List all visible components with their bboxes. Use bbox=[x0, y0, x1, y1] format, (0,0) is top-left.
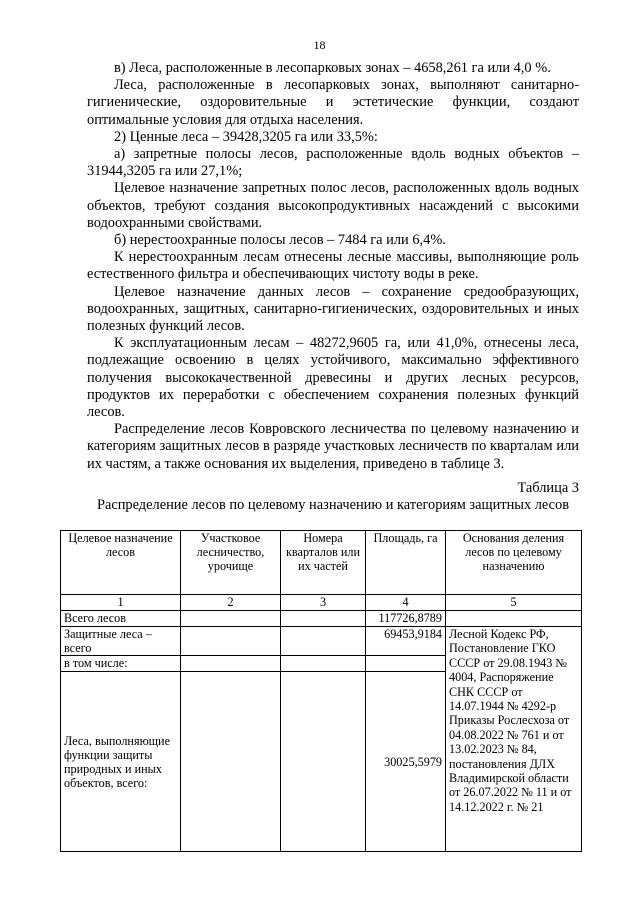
body-text bbox=[87, 60, 579, 473]
row-area: 30025,5979 bbox=[366, 672, 446, 852]
row-name: Всего лесов bbox=[61, 611, 181, 627]
paragraph: Леса, расположенные в лесопарковых зонах, выполняют санитарно-гигиенические, оздоровительные и эстетические функции, создают оптимальные условия для отдыха населения. bbox=[87, 77, 579, 128]
header-basis: Основания деления лесов по целевому назначению bbox=[446, 531, 582, 595]
header-quarters: Номера кварталов или их частей bbox=[281, 531, 366, 595]
table-caption: Распределение лесов по целевому назначению и категориям защитных лесов bbox=[96, 497, 570, 513]
column-number: 4 bbox=[366, 595, 446, 611]
header-area: Площадь, га bbox=[366, 531, 446, 595]
row-area: 117726,8789 bbox=[366, 611, 446, 627]
row-quarters bbox=[281, 656, 366, 672]
table-label: Таблица 3 bbox=[517, 480, 579, 496]
forest-distribution-table bbox=[60, 530, 582, 852]
row-forestry bbox=[181, 611, 281, 627]
paragraph: Целевое назначение запретных полос лесов, расположенных вдоль водных объектов, требуют создания высокопродуктивных насаждений с высокими водоохранными свойствами. bbox=[87, 180, 579, 231]
row-name: Защитные леса – всего bbox=[61, 627, 181, 656]
row-quarters bbox=[281, 611, 366, 627]
paragraph: К эксплуатационным лесам – 48272,9605 га, или 41,0%, отнесены леса, подлежащие освоению в целях устойчивого, максимально эффективного получения высококачественной древесины и других лесных ресурсов, продуктов их переработки с обеспечением сохранения полезных функций лесов. bbox=[87, 335, 579, 421]
paragraph: б) нерестоохранные полосы лесов – 7484 га или 6,4%. bbox=[114, 232, 446, 249]
paragraph: в) Леса, расположенные в лесопарковых зонах – 4658,261 га или 4,0 %. bbox=[114, 60, 551, 76]
paragraph: а) запретные полосы лесов, расположенные вдоль водных объектов – 31944,3205 га или 27,1%; bbox=[87, 146, 579, 180]
header-forestry: Участковое лесничество, урочище bbox=[181, 531, 281, 595]
column-number: 2 bbox=[181, 595, 281, 611]
row-area: 69453,9184 bbox=[366, 627, 446, 656]
column-number: 3 bbox=[281, 595, 366, 611]
column-number-row bbox=[61, 595, 582, 611]
row-forestry bbox=[181, 656, 281, 672]
row-quarters bbox=[281, 672, 366, 852]
row-forestry bbox=[181, 672, 281, 852]
paragraph: 2) Ценные леса – 39428,3205 га или 33,5%: bbox=[114, 128, 378, 145]
paragraph: Целевое назначение данных лесов – сохранение средообразующих, водоохранных, защитных, санитарно-гигиенических, оздоровительных и иных полезных функций лесов. bbox=[87, 283, 579, 335]
table-row bbox=[61, 627, 582, 656]
row-area bbox=[366, 656, 446, 672]
row-basis-empty bbox=[446, 611, 582, 627]
table-header-row bbox=[61, 531, 582, 595]
row-name: в том числе: bbox=[61, 656, 181, 672]
column-number: 5 bbox=[446, 595, 582, 611]
row-basis: Лесной Кодекс РФ, Постановление ГКО СССР от 29.08.1943 № 4004, Распоряжение СНК СССР от 14.07.1944 № 4292-р Приказы Рослесхоза от 04.08.2022 № 761 и от 13.02.2023 № 84, постановления ДЛХ Владимирской области от 26.07.2022 № 11 и от 14.12.2022 г. № 21 bbox=[446, 627, 582, 852]
row-name: Леса, выполняющие функции защиты природных и иных объектов, всего: bbox=[61, 672, 181, 852]
paragraph: К нерестоохранным лесам отнесены лесные массивы, выполняющие роль естественного фильтра и обеспечивающих чистоту воды в реке. bbox=[87, 249, 579, 283]
paragraph: Распределение лесов Ковровского лесничества по целевому назначению и категориям защитных лесов в разряде участковых лесничеств по кварталам или их частям, а также основания их выделения, приведено в таблице 3. bbox=[87, 421, 579, 472]
table-row bbox=[61, 611, 582, 627]
row-forestry bbox=[181, 627, 281, 656]
column-number: 1 bbox=[61, 595, 181, 611]
page-number: 18 bbox=[313, 38, 326, 52]
row-quarters bbox=[281, 627, 366, 656]
header-purpose: Целевое назначение лесов bbox=[61, 531, 181, 595]
